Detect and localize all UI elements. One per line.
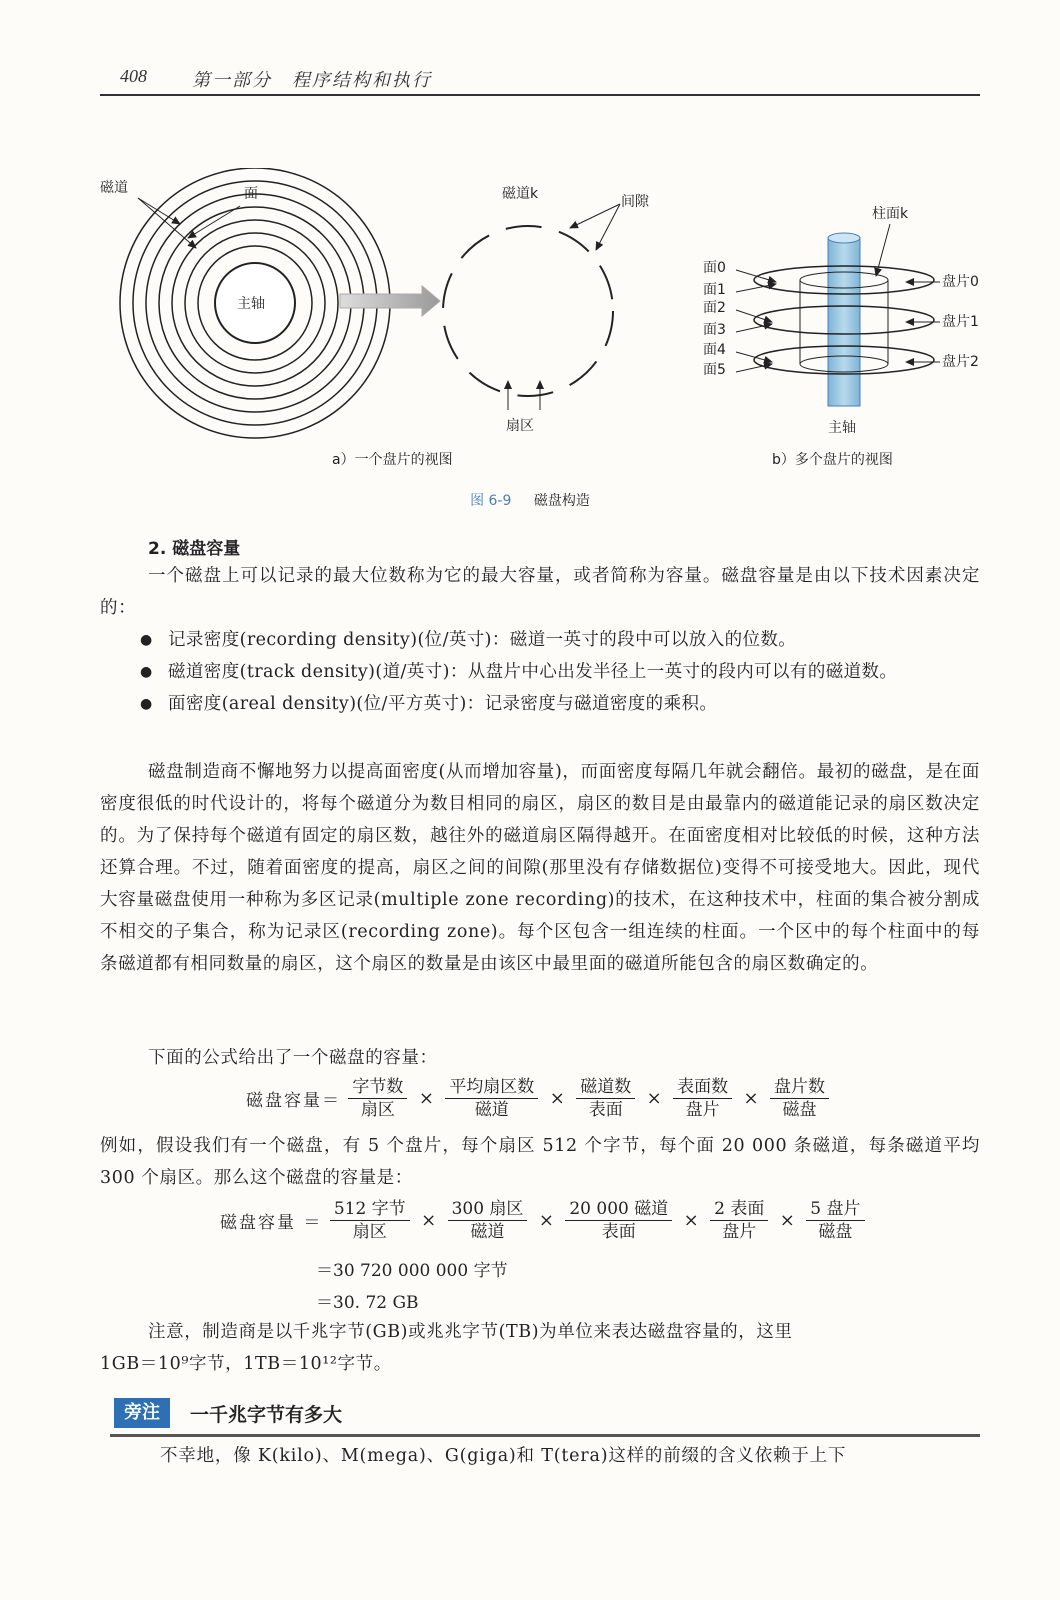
times-sign: × [779, 1210, 795, 1231]
result-gb: ＝30. 72 GB [316, 1293, 419, 1313]
formula-fraction: $\frac{\text{平均扇区数}}{\text{磁道}}$ [445, 1076, 538, 1121]
cylinder-label: 柱面k [872, 206, 909, 222]
bullet-recording-density: ● 记录密度(recording density)(位/英寸)：磁道一英寸的段中可以放入的位数。 [140, 624, 980, 656]
caption-b: b）多个盘片的视图 [772, 452, 893, 468]
formula-fraction: $\frac{\text{2 表面}}{\text{盘片}}$ [710, 1198, 768, 1243]
formula-fraction: $\frac{\text{300 扇区}}{\text{磁道}}$ [448, 1198, 528, 1243]
example-formula [220, 1198, 867, 1243]
formula-fraction: $\frac{\text{512 字节}}{\text{扇区}}$ [330, 1198, 410, 1243]
formula-fraction: $\frac{\text{5 盘片}}{\text{磁盘}}$ [806, 1198, 864, 1243]
spindle-label-b: 主轴 [828, 420, 856, 436]
spindle-label-a: 主轴 [237, 296, 265, 312]
disk-figure [100, 168, 980, 528]
page-number: 408 [120, 66, 147, 86]
times-sign: × [421, 1210, 437, 1231]
formula-fraction: $\frac{\text{字节数}}{\text{扇区}}$ [348, 1076, 407, 1121]
formula-fraction: $\frac{\text{磁道数}}{\text{表面}}$ [576, 1076, 635, 1121]
formula-fraction: $\frac{\text{20 000 磁道}}{\text{表面}}$ [565, 1198, 672, 1243]
caption-a: a）一个盘片的视图 [332, 452, 453, 468]
paragraph-1: 一个磁盘上可以记录的最大位数称为它的最大容量，或者简称为容量。磁盘容量是由以下技术因素决定的： [100, 566, 980, 618]
aside-box [110, 1392, 980, 1437]
times-sign: × [683, 1210, 699, 1231]
surface-1-label: 面1 [703, 282, 726, 298]
paragraph-2: 磁盘制造商不懈地努力以提高面密度(从而增加容量)，而面密度每隔几年就会翻倍。最初的磁盘，是在面密度很低的时代设计的，将每个磁道分为数目相同的扇区，扇区的数目是由最靠内的磁道能记录的扇区数决定的。为了保持每个磁道有固定的扇区数，越往外的磁道扇区隔得越开。在面密度相对比较低的时候，这种方法还算合理。不过，随着面密度的提高，扇区之间的间隙(那里没有存储数据位)变得不可接受地大。因此，现代大容量磁盘使用一种称为多区记录(multiple zone recording)的技术，在这种技术中，柱面的集合被分割成不相交的子集合，称为记录区(recording zone)。每个区包含一组连续的柱面。一个区中的每个柱面中的每条磁道都有相同数量的扇区，这个扇区的数量是由该区中最里面的磁道所能包含的扇区数确定的。 [100, 762, 980, 974]
platter-2-label: 盘片2 [942, 354, 979, 370]
surface-label: 面 [244, 186, 258, 202]
surface-5-label: 面5 [703, 362, 726, 378]
aside-title: 一千兆字节有多大 [190, 1404, 343, 1426]
figure-title: 磁盘构造 [533, 493, 590, 509]
result-bytes: ＝30 720 000 000 字节 [316, 1261, 508, 1281]
paragraph-4: 例如，假设我们有一个磁盘，有 5 个盘片，每个扇区 512 个字节，每个面 20 000 条磁道，每条磁道平均 300 个扇区。那么这个磁盘的容量是： [100, 1136, 980, 1188]
paragraph-5: 注意，制造商是以千兆字节(GB)或兆兆字节(TB)为单位来表达磁盘容量的，这里 [148, 1322, 793, 1342]
bullet-list [140, 624, 980, 720]
times-sign: × [646, 1088, 662, 1109]
times-sign: × [418, 1088, 434, 1109]
paragraph-3: 下面的公式给出了一个磁盘的容量： [148, 1048, 438, 1068]
track-k-label: 磁道k [502, 186, 539, 202]
times-sign: × [743, 1088, 759, 1109]
formula-fraction: $\frac{\text{盘片数}}{\text{磁盘}}$ [770, 1076, 829, 1121]
times-sign: × [538, 1210, 554, 1231]
surface-3-label: 面3 [703, 322, 726, 338]
formula-lhs: 磁盘容量＝ [246, 1091, 341, 1111]
track-label: 磁道 [100, 180, 128, 196]
surface-0-label: 面0 [703, 260, 726, 276]
disk-diagram [100, 168, 980, 488]
times-sign: × [549, 1088, 565, 1109]
figure-caption [0, 490, 1060, 510]
sector-label: 扇区 [506, 418, 534, 434]
platter-1-label: 盘片1 [942, 314, 979, 330]
page-header [100, 62, 980, 96]
figure-number: 图 6-9 [470, 493, 512, 509]
aside-text: 不幸地，像 K(kilo)、M(mega)、G(giga)和 T(tera)这样的前缀的含义依赖于上下 [160, 1446, 847, 1466]
formula-fraction: $\frac{\text{表面数}}{\text{盘片}}$ [673, 1076, 732, 1121]
multi-platter-view [703, 205, 979, 436]
formula-lhs: 磁盘容量 ＝ [220, 1213, 323, 1233]
gap-label: 间隙 [621, 194, 649, 210]
surface-4-label: 面4 [703, 342, 726, 358]
capacity-formula [246, 1076, 831, 1121]
paragraph-5-cont: 1GB＝10⁹字节，1TB＝10¹²字节。 [100, 1354, 392, 1374]
aside-tag: 旁注 [114, 1398, 170, 1428]
platter-view [100, 168, 650, 438]
chapter-title: 第一部分 程序结构和执行 [192, 70, 432, 91]
section-title: 2. 磁盘容量 [148, 539, 241, 559]
bullet-areal-density: ● 面密度(areal density)(位/平方英寸)：记录密度与磁道密度的乘积。 [140, 688, 980, 720]
surface-2-label: 面2 [703, 300, 726, 316]
platter-0-label: 盘片0 [942, 274, 979, 290]
bullet-track-density: ● 磁道密度(track density)(道/英寸)：从盘片中心出发半径上一英寸的段内可以有的磁道数。 [140, 656, 980, 688]
